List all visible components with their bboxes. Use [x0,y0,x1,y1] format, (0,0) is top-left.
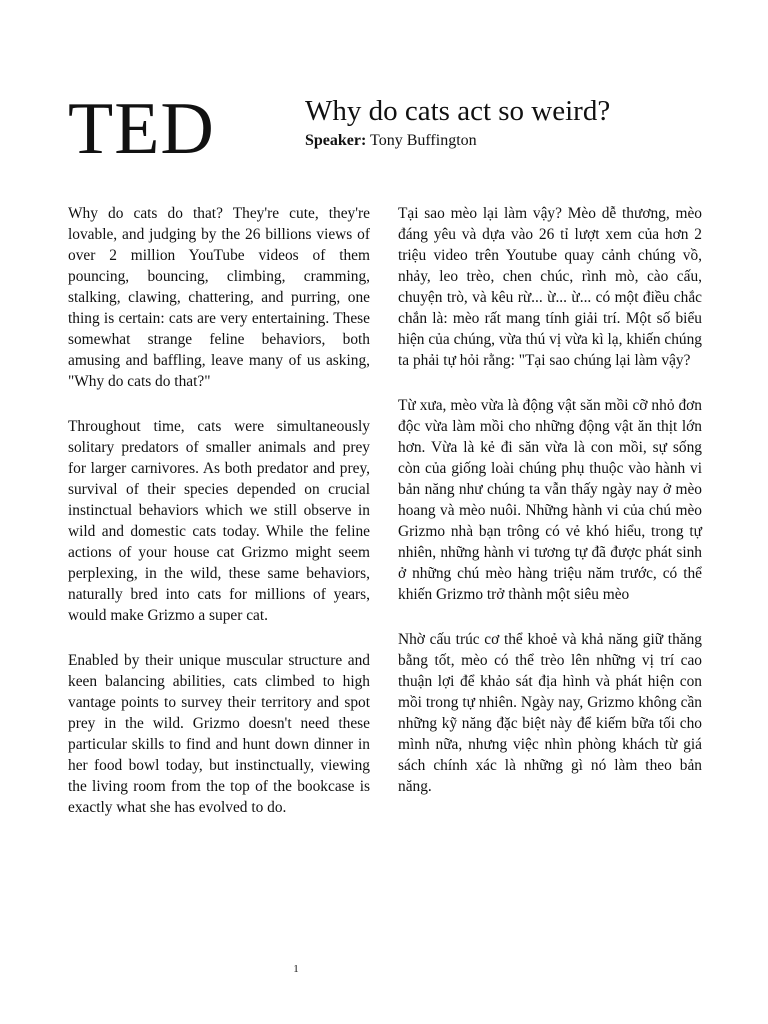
page-number: 1 [293,963,299,975]
ted-logo: TED [68,88,215,170]
title-block [305,96,725,150]
english-paragraph: Enabled by their unique muscular structure and keen balancing abilities, cats climbed to high vantage points to survey their territory and spot prey in the wild. Grizmo doesn't need these particular skills to find and hunt down dinner in her food bowl today, but instinctually, viewing the living room from the top of the bookcase is exactly what she has evolved to do. [68,652,370,816]
vietnamese-paragraph: Nhờ cấu trúc cơ thể khoẻ và khả năng giữ thăng bằng tốt, mèo có thể trèo lên những vị trí cao thuận lợi để khảo sát địa hình và phát hiện con mồi trong tự nhiên. Ngày nay, Grizmo không cần những kỹ năng đặc biệt này để kiếm bữa tối cho mình nữa, nhưng việc nhìn phòng khách từ giá sách chính xác là những gì nó làm theo bản năng. [398,631,702,795]
english-column [68,203,370,818]
vietnamese-paragraph: Tại sao mèo lại làm vậy? Mèo dễ thương, mèo đáng yêu và dựa vào 26 tỉ lượt xem của hơn 2 triệu video trên Youtube quay cảnh chúng vồ, nhảy, leo trèo, chen chúc, rình mò, cào cấu, chuyện trò, và kêu rừ... ừ... ừ... có một điều chắc chắn là: mèo rất mang tính giải trí. Một số biểu hiện của chúng, vừa thú vị vừa kì lạ, khiến chúng ta phải tự hỏi rằng: "Tại sao chúng lại làm vậy? [398,205,702,369]
speaker-line [305,132,725,150]
english-paragraph: Throughout time, cats were simultaneously solitary predators of smaller animals and prey for larger carnivores. As both predator and prey, survival of their species depended on crucial instinctual behaviors which we still observe in wild and domestic cats today. While the feline actions of your house cat Grizmo might seem perplexing, in the wild, these same behaviors, naturally bred into cats for millions of years, would make Grizmo a super cat. [68,418,370,624]
vietnamese-paragraph: Từ xưa, mèo vừa là động vật săn mồi cỡ nhỏ đơn độc vừa làm mồi cho những động vật ăn thịt lớn hơn. Vừa là kẻ đi săn vừa là con mồi, sự sống còn của giống loài chúng phụ thuộc vào hành vi bản năng như chúng ta vẫn thấy ngày nay ở mèo hoang và mèo nuôi. Những hành vi của chú mèo Grizmo nhà bạn trông có vẻ khó hiểu, trong tự nhiên, những hành vi tương tự đã được phát sinh ở những chú mèo hàng triệu năm trước, có thể khiến Grizmo trở thành một siêu mèo [398,397,702,603]
speaker-label: Speaker: [305,131,367,149]
english-paragraph: Why do cats do that? They're cute, they're lovable, and judging by the 26 billions views of over 2 million YouTube videos of them pouncing, bouncing, climbing, cramming, stalking, clawing, chattering, and purring, one thing is certain: cats are very entertaining. These somewhat strange feline behaviors, both amusing and baffling, leave many of us asking, "Why do cats do that?" [68,205,370,390]
page-title: Why do cats act so weird? [305,95,611,127]
vietnamese-column [398,203,702,797]
speaker-name: Tony Buffington [370,131,477,149]
